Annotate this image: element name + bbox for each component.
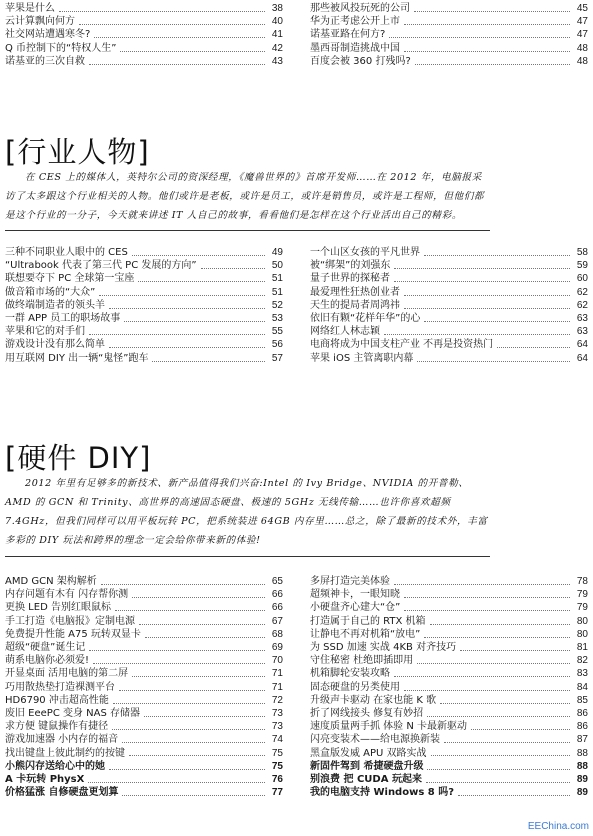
toc-entry[interactable] (5, 654, 283, 667)
toc-entry-page: 62 (576, 286, 588, 298)
toc-entry-title: 新固件驾到 希捷硬盘升级 (310, 760, 424, 772)
dot-leader (471, 723, 570, 730)
toc-entry[interactable] (5, 325, 283, 338)
toc-entry-page: 63 (576, 326, 588, 338)
toc-entry-title: 更换 LED 告别红眼鼠标 (5, 602, 111, 614)
toc-entry-page: 86 (576, 707, 588, 719)
toc-entry-page: 79 (576, 589, 588, 601)
toc-entry[interactable] (310, 312, 588, 325)
toc-entry-title: 巧用散热垫打造裸测平台 (5, 681, 115, 693)
toc-entry-title: 社交网站遭遇寒冬? (5, 29, 91, 41)
dot-leader (444, 736, 570, 743)
toc-entry[interactable] (5, 694, 283, 707)
toc-entry[interactable] (310, 707, 588, 720)
dot-leader (417, 355, 570, 362)
toc-entry[interactable] (310, 259, 588, 272)
toc-entry[interactable] (5, 601, 283, 614)
toc-entry[interactable] (310, 246, 588, 259)
section-divider (5, 556, 490, 557)
toc-entry[interactable] (310, 286, 588, 299)
toc-entry-page: 52 (271, 299, 283, 311)
toc-entry[interactable] (310, 325, 588, 338)
dot-leader (427, 710, 570, 717)
dot-leader (384, 328, 570, 335)
dot-leader (139, 618, 265, 625)
dot-leader (122, 736, 265, 743)
toc-entry[interactable] (5, 615, 283, 628)
dot-leader (79, 18, 265, 25)
toc-entry[interactable] (310, 720, 588, 733)
toc-entry-page: 75 (271, 760, 283, 772)
toc-entry-title: 苹果是什么 (5, 3, 55, 15)
toc-entry-page: 41 (271, 29, 283, 41)
section-intro-industry-people: 在 CES 上的媒体人，英特尔公司的资深经理，《魔兽世界的》首席开发师……在 2012 年，电脑报采访了太多跟这个行业相关的人物。他们或许是老板，或许是员工，或许是销售员，或许是工程师，但他们都是这个行业的一分子，今天就来讲述 IT 人自己的故事，看看他们是怎样在这个行业活出自己的精彩。 (5, 172, 485, 221)
toc-entry[interactable] (5, 246, 283, 259)
hardware-right-list (310, 575, 588, 799)
toc-entry-page: 72 (271, 694, 283, 706)
industry-left-list (5, 246, 283, 365)
toc-entry[interactable] (310, 641, 588, 654)
toc-entry-title: 最爱理性狂热创业者 (310, 286, 400, 298)
toc-entry[interactable] (5, 286, 283, 299)
dot-leader (89, 328, 265, 335)
toc-entry-title: Q 币控制下的“特权人生” (5, 42, 117, 54)
dot-leader (394, 262, 570, 269)
dot-leader (404, 45, 570, 52)
toc-entry[interactable] (310, 786, 588, 799)
toc-entry-title: HD6790 冲击超高性能 (5, 694, 109, 706)
dot-leader (414, 5, 570, 12)
dot-leader (404, 302, 570, 309)
toc-entry[interactable] (310, 338, 588, 351)
dot-leader (122, 789, 265, 796)
toc-entry[interactable] (5, 667, 283, 680)
toc-entry[interactable] (310, 588, 588, 601)
toc-entry-title: 网络红人林志颖 (310, 326, 380, 338)
toc-entry-title: 天生的提局者周鸿祎 (310, 299, 400, 311)
toc-entry-title: 量子世界的探秘者 (310, 273, 390, 285)
dot-leader (124, 315, 265, 322)
dot-leader (152, 355, 265, 362)
section-title-industry-people: [行业人物] (5, 135, 150, 169)
section-divider (5, 230, 490, 231)
toc-entry-page: 48 (576, 55, 588, 67)
toc-entry[interactable] (5, 760, 283, 773)
toc-entry[interactable] (5, 773, 283, 786)
toc-entry[interactable] (310, 601, 588, 614)
toc-entry[interactable] (5, 733, 283, 746)
toc-entry-page: 45 (576, 3, 588, 15)
toc-entry-page: 47 (576, 16, 588, 28)
toc-entry-page: 51 (271, 273, 283, 285)
toc-entry-title: 小硬盘齐心建大“仓” (310, 602, 401, 614)
dot-leader (394, 670, 570, 677)
toc-entry-page: 89 (576, 787, 588, 799)
toc-entry-page: 59 (576, 260, 588, 272)
toc-entry-title: AMD GCN 架构解析 (5, 576, 97, 588)
dot-leader (132, 670, 265, 677)
toc-entry[interactable] (310, 28, 588, 41)
toc-entry-title: 免费提升性能 A75 玩转双显卡 (5, 628, 141, 640)
toc-entry-title: 打造属于自己的 RTX 机箱 (310, 615, 426, 627)
toc-entry-title: 超频神卡，一眼知晓 (310, 589, 400, 601)
dot-leader (424, 249, 570, 256)
toc-entry[interactable] (5, 720, 283, 733)
toc-entry[interactable] (310, 615, 588, 628)
toc-entry-page: 57 (271, 352, 283, 364)
toc-entry-title: 小熊闪存送给心中的她 (5, 760, 105, 772)
toc-entry-page: 38 (271, 3, 283, 15)
toc-entry[interactable] (5, 575, 283, 588)
toc-entry-page: 40 (271, 16, 283, 28)
toc-entry[interactable] (310, 733, 588, 746)
toc-entry[interactable] (5, 312, 283, 325)
dot-leader (430, 618, 570, 625)
toc-entry-title: 用互联网 DIY 出一辆“鬼怪”跑车 (5, 352, 149, 364)
industry-right-list (310, 246, 588, 365)
toc-entry-page: 50 (271, 260, 283, 272)
toc-entry[interactable] (310, 352, 588, 365)
toc-entry-page: 77 (271, 787, 283, 799)
toc-entry-page: 67 (271, 615, 283, 627)
toc-entry-title: 折了网线接头 修复有妙招 (310, 707, 424, 719)
toc-entry-page: 43 (271, 55, 283, 67)
toc-entry-title: 云计算飘向何方 (5, 16, 75, 28)
toc-entry-title: 机箱脚轮安装攻略 (310, 668, 390, 680)
toc-entry-page: 42 (271, 42, 283, 54)
toc-entry[interactable] (310, 760, 588, 773)
toc-entry-title: 苹果和它的对手们 (5, 326, 85, 338)
dot-leader (415, 58, 570, 65)
toc-entry-title: 苹果 iOS 主管离职内幕 (310, 352, 414, 364)
toc-entry-title: 求方便 键鼠操作有捷径 (5, 721, 109, 733)
dot-leader (440, 697, 570, 704)
dot-leader (404, 289, 570, 296)
toc-entry[interactable] (5, 55, 283, 68)
toc-entry[interactable] (310, 15, 588, 28)
toc-entry-page: 51 (271, 286, 283, 298)
toc-entry[interactable] (5, 42, 283, 55)
dot-leader (129, 749, 265, 756)
toc-entry-title: 三种不同职业人眼中的 CES (5, 247, 128, 259)
dot-leader (404, 684, 570, 691)
toc-entry-page: 84 (576, 681, 588, 693)
toc-entry-page: 65 (271, 576, 283, 588)
dot-leader (112, 723, 265, 730)
dot-leader (431, 749, 570, 756)
dot-leader (115, 604, 265, 611)
toc-entry-page: 88 (576, 760, 588, 772)
toc-entry[interactable] (310, 2, 588, 15)
toc-entry-page: 55 (271, 326, 283, 338)
toc-entry[interactable] (5, 746, 283, 759)
dot-leader (394, 578, 570, 585)
toc-entry[interactable] (5, 259, 283, 272)
toc-entry[interactable] (310, 654, 588, 667)
toc-entry-title: 守住秘密 杜绝即插即用 (310, 655, 414, 667)
toc-entry[interactable] (5, 628, 283, 641)
dot-leader (132, 249, 265, 256)
toc-entry[interactable] (5, 28, 283, 41)
dot-leader (120, 45, 265, 52)
toc-entry-page: 86 (576, 721, 588, 733)
dot-leader (460, 644, 570, 651)
dot-leader (109, 302, 265, 309)
toc-entry-page: 83 (576, 668, 588, 680)
toc-entry-title: 升级声卡驱动 在家也能 K 歌 (310, 694, 437, 706)
toc-entry-title: 游戏加速器 小内存的福音 (5, 734, 119, 746)
toc-entry-page: 53 (271, 313, 283, 325)
dot-leader (201, 262, 265, 269)
toc-entry-title: 找出键盘上彼此制约的按键 (5, 747, 125, 759)
dot-leader (145, 631, 265, 638)
toc-entry[interactable] (310, 628, 588, 641)
dot-leader (89, 58, 265, 65)
toc-entry-page: 60 (576, 273, 588, 285)
toc-entry-page: 66 (271, 589, 283, 601)
toc-entry-title: 一个山区女孩的平凡世界 (310, 247, 420, 259)
toc-entry-page: 56 (271, 339, 283, 351)
toc-entry-page: 78 (576, 576, 588, 588)
dot-leader (109, 341, 265, 348)
toc-entry-title: 闪亮变装术——给电源换新装 (310, 734, 440, 746)
toc-entry-page: 73 (271, 707, 283, 719)
toc-entry[interactable] (5, 299, 283, 312)
toc-entry-page: 74 (271, 734, 283, 746)
toc-entry-title: 诺基亚路在何方? (310, 29, 386, 41)
toc-entry-page: 48 (576, 42, 588, 54)
dot-leader (404, 604, 570, 611)
toc-entry-title: 做音箱市场的“大众” (5, 286, 96, 298)
toc-entry[interactable] (310, 773, 588, 786)
dot-leader (94, 31, 265, 38)
toc-entry-page: 63 (576, 313, 588, 325)
toc-entry-title: 华为正考虑公开上市 (310, 16, 400, 28)
toc-entry-page: 85 (576, 694, 588, 706)
toc-entry[interactable] (5, 15, 283, 28)
toc-entry[interactable] (5, 588, 283, 601)
toc-entry-title: 内存问题有木有 闪存帮你测 (5, 589, 129, 601)
dot-leader (59, 5, 265, 12)
dot-leader (113, 697, 265, 704)
top-left-list (5, 2, 283, 68)
toc-entry-title: 依旧有颗“花样年华”的心 (310, 313, 421, 325)
toc-entry-title: 百度会被 360 打残吗? (310, 55, 411, 67)
toc-entry-title: A 卡玩转 PhysX (5, 773, 85, 785)
dot-leader (394, 275, 570, 282)
toc-entry[interactable] (5, 272, 283, 285)
toc-entry-title: 一群 APP 员工的职场故事 (5, 313, 121, 325)
toc-entry-page: 81 (576, 642, 588, 654)
toc-entry[interactable] (310, 575, 588, 588)
dot-leader (427, 763, 570, 770)
toc-entry-page: 69 (271, 642, 283, 654)
toc-entry[interactable] (5, 352, 283, 365)
toc-entry-title: 价格猛涨 自修硬盘更划算 (5, 787, 119, 799)
toc-entry-title: 手工打造《电脑报》定制电源 (5, 615, 135, 627)
watermark: EEChina.com (527, 821, 589, 832)
hardware-left-list (5, 575, 283, 799)
section-title-hardware-diy: [硬件 DIY] (5, 441, 152, 475)
toc-entry-page: 89 (576, 773, 588, 785)
dot-leader (424, 315, 570, 322)
toc-entry-page: 76 (271, 773, 283, 785)
toc-entry[interactable] (310, 42, 588, 55)
dot-leader (101, 578, 265, 585)
section-intro-hardware-diy: 2012 年里有足够多的新技术、新产品值得我们兴奋:Intel 的 Ivy Bridge、NVIDIA 的开普勒、AMD 的 GCN 和 Trinity、高世界的高速固态硬盘、极速的 5GHz 无线传输……也许你喜欢超频 7.4GHz，但我们同样可以用平板玩转 PC，把系统装进 64GB 内存里……总之，除了最新的技术外，丰富多彩的 DIY 玩法和跨界的理念一定会给你带来新的体验! (5, 478, 488, 546)
toc-entry-page: 79 (576, 602, 588, 614)
toc-entry-title: 黑盒版发威 APU 双路实战 (310, 747, 427, 759)
dot-leader (109, 763, 265, 770)
toc-entry-title: 让静电不再对机箱“放电” (310, 628, 421, 640)
toc-entry-title: 固态硬盘的另类使用 (310, 681, 400, 693)
toc-entry[interactable] (5, 786, 283, 799)
toc-entry-title: 电商将成为中国支柱产业 不再是投资热门 (310, 339, 494, 351)
toc-entry[interactable] (310, 667, 588, 680)
toc-entry-page: 88 (576, 747, 588, 759)
toc-entry-page: 64 (576, 339, 588, 351)
toc-entry-page: 68 (271, 628, 283, 640)
toc-entry-title: 超级“硬盘”诞生记 (5, 642, 86, 654)
dot-leader (404, 591, 570, 598)
toc-entry-title: 那些被风投玩死的公司 (310, 3, 410, 15)
toc-entry-title: 多屏打造完美体验 (310, 576, 390, 588)
toc-entry-title: 被“绑架”的刘强东 (310, 260, 391, 272)
toc-entry[interactable] (5, 681, 283, 694)
toc-entry[interactable] (310, 681, 588, 694)
dot-leader (404, 18, 570, 25)
toc-entry-title: 速度质量两手抓 体验 N 卡最新驱动 (310, 721, 468, 733)
dot-leader (99, 289, 265, 296)
dot-leader (88, 776, 265, 783)
top-right-list (310, 2, 588, 68)
dot-leader (132, 591, 265, 598)
toc-entry-page: 80 (576, 615, 588, 627)
toc-entry[interactable] (5, 707, 283, 720)
dot-leader (119, 684, 265, 691)
toc-entry-title: “Ultrabook 代表了第三代 PC 发展的方向” (5, 260, 197, 272)
toc-entry-title: 诺基亚的三次自救 (5, 55, 85, 67)
toc-entry-page: 71 (271, 681, 283, 693)
toc-entry-page: 82 (576, 655, 588, 667)
toc-entry-title: 墨西哥制造挑战中国 (310, 42, 400, 54)
toc-entry-title: 萌系电脑你必须爱! (5, 655, 90, 667)
toc-entry-page: 62 (576, 299, 588, 311)
toc-entry[interactable] (5, 2, 283, 15)
dot-leader (93, 657, 265, 664)
toc-entry-title: 废旧 EeePC 变身 NAS 存储器 (5, 707, 141, 719)
toc-entry-page: 87 (576, 734, 588, 746)
toc-entry[interactable] (310, 272, 588, 285)
toc-entry-page: 64 (576, 352, 588, 364)
toc-entry-page: 75 (271, 747, 283, 759)
toc-entry-title: 开显桌面 活用电脑的第二屏 (5, 668, 129, 680)
toc-entry-page: 71 (271, 668, 283, 680)
toc-entry-page: 66 (271, 602, 283, 614)
toc-entry-title: 我的电脑支持 Windows 8 吗? (310, 787, 454, 799)
dot-leader (144, 710, 265, 717)
toc-entry[interactable] (310, 299, 588, 312)
toc-entry-page: 58 (576, 247, 588, 259)
toc-entry-page: 73 (271, 721, 283, 733)
toc-entry-page: 80 (576, 628, 588, 640)
toc-entry[interactable] (310, 55, 588, 68)
toc-entry-page: 49 (271, 247, 283, 259)
toc-entry-title: 联想要夺下 PC 全球第一宝座 (5, 273, 135, 285)
toc-entry[interactable] (310, 746, 588, 759)
toc-entry-title: 游戏设计没有那么简单 (5, 339, 105, 351)
toc-entry-title: 别浪费 把 CUDA 玩起来 (310, 773, 422, 785)
dot-leader (458, 789, 570, 796)
toc-entry-title: 为 SSD 加速 实战 4KB 对齐技巧 (310, 642, 457, 654)
dot-leader (389, 31, 570, 38)
toc-entry[interactable] (5, 641, 283, 654)
dot-leader (426, 776, 570, 783)
dot-leader (89, 644, 265, 651)
dot-leader (424, 631, 570, 638)
dot-leader (417, 657, 570, 664)
toc-entry[interactable] (5, 338, 283, 351)
toc-entry[interactable] (310, 694, 588, 707)
toc-entry-page: 70 (271, 655, 283, 667)
toc-entry-page: 47 (576, 29, 588, 41)
dot-leader (497, 341, 570, 348)
toc-entry-title: 做终端制造者的领头羊 (5, 299, 105, 311)
dot-leader (138, 275, 265, 282)
